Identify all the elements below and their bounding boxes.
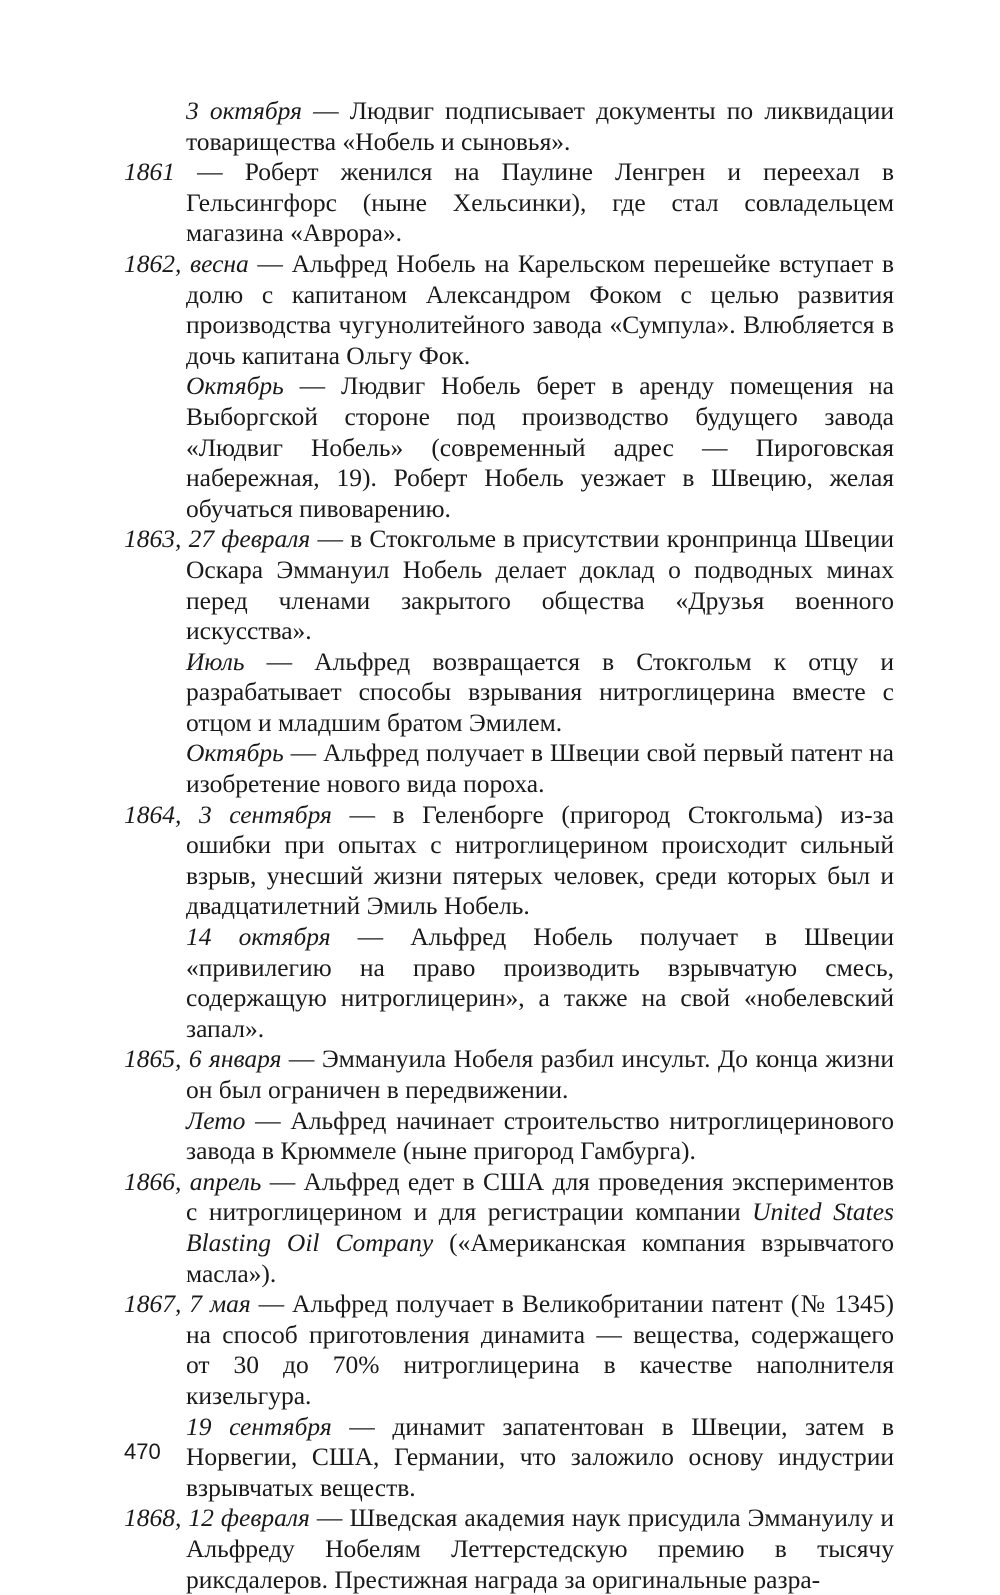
chronology-entry — [124, 157, 894, 249]
entry-dash: — — [248, 248, 292, 278]
entry-date: 19 сентября — [186, 1411, 332, 1441]
chronology-entry — [124, 524, 894, 646]
entry-date: 3 октября — [186, 96, 302, 125]
entry-dash: — — [250, 1289, 293, 1319]
entry-dash: — — [244, 646, 315, 676]
entry-text: Альфред Нобель получает в Швеции «привилегию на право производить взрывчатую смесь, содержащую нитроглицерин», а также на свой «нобелевский запал». — [186, 922, 895, 1043]
entry-foreign-name: United States Blasting Oil Company — [186, 1197, 894, 1257]
entry-dash: — — [309, 1503, 350, 1533]
page-number: 470 — [124, 1439, 161, 1464]
chronology-entry — [124, 249, 894, 371]
chronology-subentry — [124, 647, 894, 739]
entry-dash: — — [245, 1105, 291, 1135]
chronology-entry — [124, 1289, 894, 1411]
entry-text: Альфред получает в Швеции свой первый патент на изобретение нового вида пороха. — [186, 738, 894, 799]
entry-dash: — — [261, 1166, 304, 1196]
entry-dash: — — [283, 371, 341, 401]
entry-text: динамит запатентован в Швеции, затем в Норвегии, США, Германии, что заложило основу индустрии взрывчатых веществ. — [186, 1411, 894, 1502]
chronology-entry — [124, 1167, 894, 1289]
entry-date: 1864, 3 сентября — [124, 799, 332, 829]
chronology-subentry — [124, 738, 894, 799]
entry-text: Альфред получает в Великобритании патент (№ 1345) на способ приготовления динамита — вещества, содержащего от 30 до 70% нитроглицерина в качестве наполнителя кизельгура. — [186, 1289, 894, 1410]
entry-dash: — — [310, 524, 351, 554]
chronology-subentry — [124, 96, 894, 157]
entry-text: Людвиг Нобель берет в аренду помещения на Выборгской стороне под производство будущего завода «Людвиг Нобель» (современный адрес — Пироговская набережная, 19). Роберт Нобель уезжает в Швецию, желая обучаться пивоварению. — [186, 371, 894, 523]
entry-dash: — — [331, 799, 393, 829]
chronology-entry — [124, 800, 894, 922]
entry-text: Эммануила Нобеля разбил инсульт. До конца жизни он был ограничен в передвижении. — [186, 1044, 895, 1104]
entry-text: Альфред Нобель на Карельском перешейке вступает в долю с капитаном Александром Фоком с целью развития производства чугунолитейного завода «Сумпула». Влюбляется в дочь капитана Ольгу Фок. — [186, 248, 895, 370]
entry-date: Лето — [186, 1105, 246, 1135]
entry-date: 1862, весна — [124, 248, 249, 278]
entry-text: Альфред возвращается в Стокгольм к отцу и разрабатывает способы взрывания нитроглицерина вместе с отцом и младшим братом Эмилем. — [186, 646, 894, 737]
entry-date: 1868, 12 февраля — [124, 1503, 310, 1533]
entry-text-after: («Американская компания взрывчатого масла»). — [186, 1227, 894, 1288]
entry-text: Альфред едет в США для проведения экспериментов с нитроглицерином и для регистрации компании — [186, 1166, 894, 1227]
entry-dash: — — [281, 1044, 322, 1074]
entry-dash: — — [301, 96, 350, 125]
chronology-subentry — [124, 1106, 894, 1167]
entry-date: 14 октября — [186, 922, 331, 952]
entry-text: в Геленборге (пригород Стокгольма) из-за ошибки при опытах с нитроглицерином происходит сильный взрыв, унесший жизни пятерых человек, среди которых был и двадцатилетний Эмиль Нобель. — [186, 799, 895, 921]
chronology-text — [124, 96, 894, 1595]
chronology-entry — [124, 1503, 894, 1595]
entry-date: 1861 — [124, 157, 175, 187]
entry-text: Шведская академия наук присудила Эммануилу и Альфреду Нобелям Леттерстедскую премию в тысячу риксдалеров. Престижная награда за оригинальные разра- — [186, 1503, 894, 1594]
entry-date: 1863, 27 февраля — [124, 524, 311, 554]
entry-dash: — — [175, 157, 245, 187]
entry-date: 1866, апрель — [124, 1166, 262, 1196]
entry-dash: — — [283, 738, 324, 768]
entry-date: 1865, 6 января — [124, 1044, 282, 1074]
entry-date: Июль — [186, 646, 245, 676]
entry-text: Роберт женился на Паулине Ленгрен и переехал в Гельсингфорс (ныне Хельсинки), где стал совладельцем магазина «Аврора». — [186, 157, 894, 248]
chronology-subentry — [124, 1412, 894, 1504]
entry-dash: — — [330, 922, 411, 952]
entry-text: Людвиг подписывает документы по ликвидации товарищества «Нобель и сыновья». — [186, 96, 895, 156]
chronology-subentry — [124, 922, 894, 1044]
entry-dash: — — [331, 1411, 393, 1441]
entry-date: Октябрь — [186, 371, 284, 401]
chronology-entry — [124, 1044, 894, 1105]
chronology-subentry — [124, 371, 894, 524]
entry-date: Октябрь — [186, 738, 284, 768]
entry-text: в Стокгольме в присутствии кронпринца Швеции Оскара Эммануил Нобель делает доклад о подводных минах перед членами закрытого общества «Друзья военного искусства». — [186, 524, 894, 646]
entry-date: 1867, 7 мая — [124, 1289, 251, 1319]
entry-text: Альфред начинает строительство нитроглицеринового завода в Крюммеле (ныне пригород Гамбурга). — [186, 1105, 895, 1166]
